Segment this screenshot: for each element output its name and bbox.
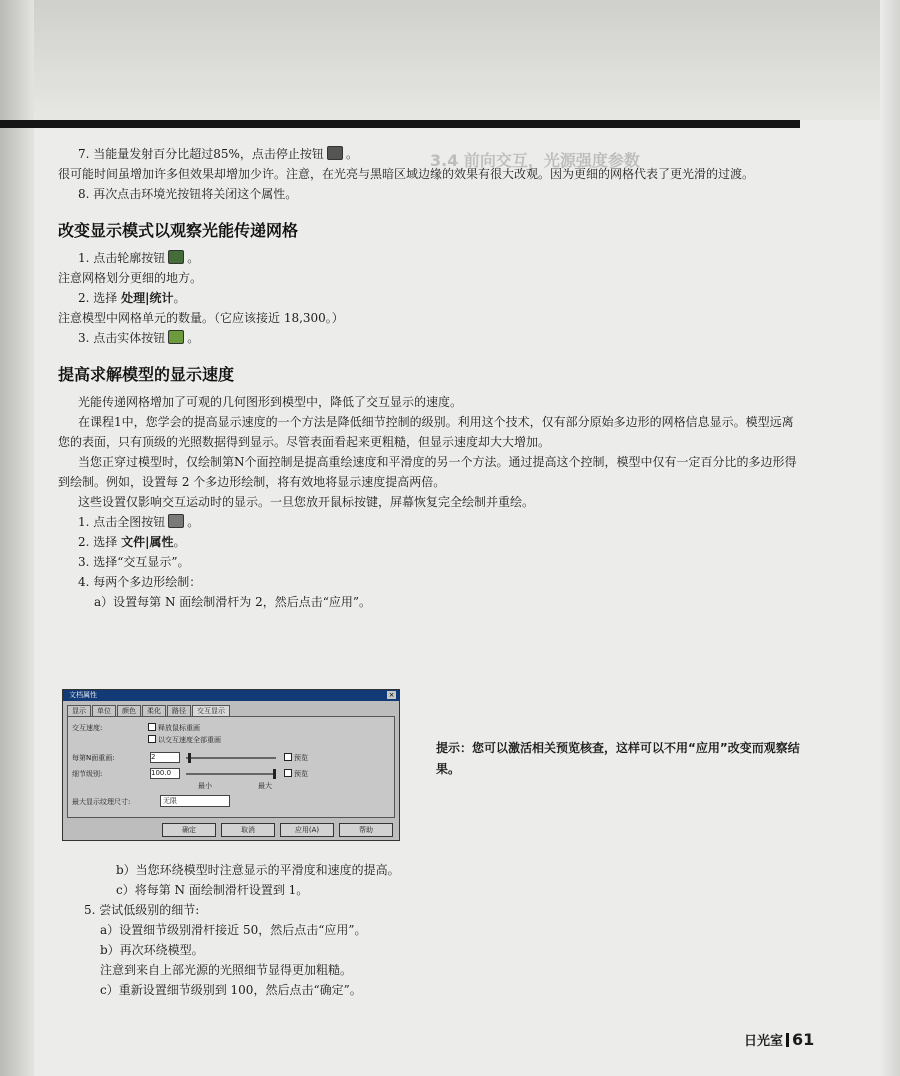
outline-icon	[168, 250, 184, 264]
checkbox-release-redraw[interactable]	[148, 723, 156, 731]
ok-button[interactable]: 确定	[162, 823, 216, 837]
step-7: 7. 当能量发射百分比超过85%，点击停止按钮 。	[78, 147, 358, 161]
max-texture-select[interactable]	[154, 795, 230, 807]
page-footer	[744, 1030, 814, 1049]
detail-level-label: 细节级别:	[72, 770, 103, 778]
page-shadow-top	[0, 0, 900, 120]
max-texture-label: 最大显示纹理尺寸:	[72, 798, 131, 806]
step-2: 2. 选择 处理|统计。	[78, 291, 186, 305]
stop-icon	[327, 146, 343, 160]
step-5: 5. 尝试低级别的细节:	[84, 903, 200, 917]
interaction-speed-label: 交互速度:	[72, 724, 103, 732]
release-redraw-option[interactable]: 释放鼠标重画	[148, 723, 200, 733]
detail-level-slider[interactable]	[186, 773, 276, 775]
chapter-name: 日光室	[744, 1034, 784, 1049]
page-shadow-right	[880, 0, 900, 1076]
section-heading: 改变显示模式以观察光能传递网格	[58, 221, 299, 240]
tab-smoothing[interactable]: 柔化	[142, 705, 166, 716]
detail-level-field[interactable]	[144, 767, 180, 779]
step-1: 1. 点击轮廓按钮 。	[78, 251, 200, 265]
tab-interactive-display[interactable]: 交互显示	[192, 705, 230, 716]
step-5a: a）设置细节级别滑杆接近 50，然后点击“应用”。	[100, 923, 367, 937]
checkbox-preview-2[interactable]	[284, 769, 292, 777]
step-3: 3. 点击实体按钮 。	[78, 331, 200, 345]
help-button[interactable]: 帮助	[339, 823, 393, 837]
detail-level-input[interactable]: 100.0	[150, 768, 180, 779]
nth-face-label: 每第N面重画:	[72, 754, 115, 762]
header-rule	[0, 120, 800, 128]
solid-icon	[168, 330, 184, 344]
nth-face-slider-thumb[interactable]	[188, 753, 191, 763]
detail-level-slider-thumb[interactable]	[273, 769, 276, 779]
tip-text: 提示：您可以激活相关预览核查，这样可以不用“应用”改变而观察结果。	[436, 741, 800, 776]
full-view-icon	[168, 514, 184, 528]
step-8: 8. 再次点击环境光按钮将关闭这个属性。	[78, 187, 298, 201]
preview-option-2[interactable]: 预览	[284, 769, 308, 779]
dialog-buttons	[162, 823, 393, 837]
checkbox-full-redraw[interactable]	[148, 735, 156, 743]
step-5c: c）重新设置细节级别到 100，然后点击“确定”。	[100, 983, 362, 997]
step-3: 3. 选择“交互显示”。	[78, 555, 190, 569]
tab-paths[interactable]: 路径	[167, 705, 191, 716]
close-icon[interactable]: ×	[388, 691, 395, 699]
max-texture-dropdown[interactable]: 无限	[160, 795, 230, 807]
dialog-title: 文档属性 ×	[63, 690, 399, 701]
page-number: 61	[792, 1030, 815, 1049]
checkbox-preview-1[interactable]	[284, 753, 292, 761]
preview-option-1[interactable]: 预览	[284, 753, 308, 763]
paragraph: 这些设置仅影响交互运动时的显示。一旦您放开鼠标按键，屏幕恢复完全绘制并重绘。	[78, 495, 535, 509]
steps-after-figure	[80, 860, 800, 1000]
tab-panel	[67, 716, 395, 818]
step-4: 4. 每两个多边形绘制：	[78, 575, 202, 589]
step-5b: b）再次环绕模型。	[100, 943, 204, 957]
step-4a: a）设置每第 N 面绘制滑杆为 2，然后点击“应用”。	[94, 595, 372, 609]
note: 注意到来自上部光源的光照细节显得更加粗糙。	[100, 963, 353, 977]
page-shadow-left	[0, 0, 34, 1076]
nth-face-field[interactable]	[144, 751, 180, 763]
step-4b: b）当您环绕模型时注意显示的平滑度和速度的提高。	[116, 863, 400, 877]
tab-units[interactable]: 单位	[92, 705, 116, 716]
step-1: 1. 点击全图按钮 。	[78, 515, 200, 529]
slider-max-label: 最大	[258, 782, 272, 790]
slider-min-label: 最小	[198, 782, 212, 790]
full-redraw-option[interactable]: 以交互速度全部重画	[148, 735, 221, 745]
note: 注意模型中网格单元的数量。（它应该接近 18,300。）	[58, 311, 344, 325]
apply-button[interactable]: 应用(A)	[280, 823, 334, 837]
bleed-through-heading: 3.4 前向交互，光源强度参数	[430, 151, 640, 170]
cancel-button[interactable]: 取消	[221, 823, 275, 837]
footer-divider	[786, 1033, 789, 1047]
step-2: 2. 选择 文件|属性。	[78, 535, 186, 549]
nth-face-input[interactable]: 2	[150, 752, 180, 763]
section-heading: 提高求解模型的显示速度	[58, 365, 235, 384]
paragraph: 在课程1中，您学会的提高显示速度的一个方法是降低细节控制的级别。利用这个技术，仅有部分原始多边形的网格信息显示。模型远离您的表面，只有顶级的光照数据得到显示。尽管表面看起来更粗糙，但显示速度却大大增加。	[58, 415, 794, 449]
paragraph: 很可能时间虽增加许多但效果却增加少许。注意，在光亮与黑暗区域边缘的效果有很大改观。因为更细的网格代表了更光滑的过渡。	[58, 167, 755, 181]
nth-face-slider[interactable]	[186, 757, 276, 759]
note: 注意网格划分更细的地方。	[58, 271, 203, 285]
paragraph: 当您正穿过模型时，仅绘制第N个面控制是提高重绘速度和平滑度的另一个方法。通过提高这个控制，模型中仅有一定百分比的多边形得到绘制。例如，设置每 2 个多边形绘制，将有效地将显示速度提高两倍。	[58, 455, 797, 489]
tab-colors[interactable]: 颜色	[117, 705, 141, 716]
tab-display[interactable]: 显示	[67, 705, 91, 716]
document-properties-dialog	[62, 689, 400, 841]
main-text	[58, 144, 800, 612]
step-4c: c）将每第 N 面绘制滑杆设置到 1。	[116, 883, 309, 897]
paragraph: 光能传递网格增加了可观的几何图形到模型中，降低了交互显示的速度。	[78, 395, 463, 409]
dialog-tabs	[67, 705, 399, 716]
